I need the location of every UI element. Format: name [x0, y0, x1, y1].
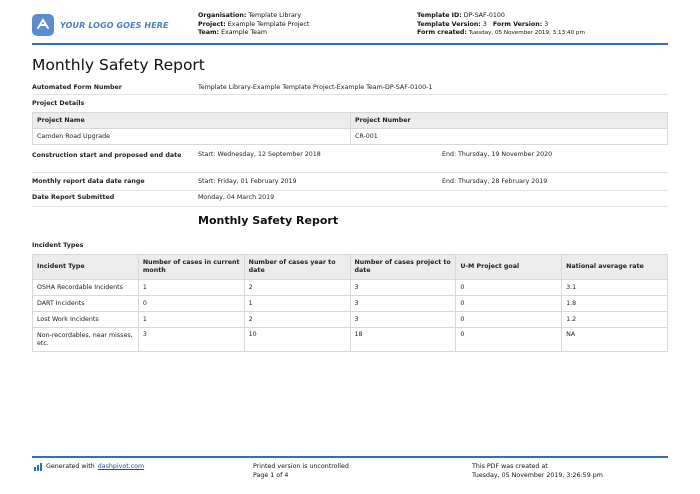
footer-print-info	[253, 463, 349, 480]
project-name-header: Project Name	[33, 113, 351, 129]
project-value: Example Template Project	[225, 20, 310, 28]
table-cell: Non-recordables, near misses, etc.	[33, 328, 139, 352]
table-row	[33, 312, 668, 328]
report-range-end: End: Thursday, 28 February 2019	[442, 178, 548, 185]
company-logo	[32, 10, 182, 40]
project-name-cell: Camden Road Upgrade	[33, 129, 351, 145]
table-cell: 1	[138, 280, 244, 296]
table-cell: 10	[244, 328, 350, 352]
table-cell: 1	[138, 312, 244, 328]
table-cell: 2	[244, 280, 350, 296]
bar-chart-icon	[34, 463, 42, 471]
template-version-value: 3	[480, 20, 487, 28]
project-number-header: Project Number	[351, 113, 668, 129]
submitted-value: Monday, 04 March 2019	[198, 194, 275, 201]
table-header-row	[33, 113, 668, 129]
page-header	[32, 10, 668, 44]
construction-start: Start: Wednesday, 12 September 2018	[198, 151, 321, 158]
form-number-label: Automated Form Number	[32, 84, 122, 91]
incident-types-label: Incident Types	[32, 242, 84, 249]
form-version-value: 3	[542, 20, 549, 28]
table-cell: 3	[350, 296, 456, 312]
form-created-label: Form created:	[417, 29, 467, 37]
report-range-label: Monthly report data date range	[32, 178, 145, 185]
construction-row	[32, 151, 668, 173]
table-cell: 1.8	[562, 296, 668, 312]
form-version-label: Form Version:	[492, 20, 543, 28]
footer-generated	[34, 463, 144, 472]
project-number-cell: CR-001	[351, 129, 668, 145]
project-goal-header: U-M Project goal	[456, 255, 562, 280]
table-row	[33, 296, 668, 312]
project-details-table	[32, 112, 668, 145]
printed-notice: Printed version is uncontrolled	[253, 463, 349, 470]
year-to-date-header: Number of cases year to date	[244, 255, 350, 280]
org-value: Template Library	[246, 12, 302, 19]
table-cell: 18	[350, 328, 456, 352]
table-cell: DART Incidents	[33, 296, 139, 312]
table-cell: 0	[456, 312, 562, 328]
table-header-row	[33, 255, 668, 280]
table-cell: 0	[456, 280, 562, 296]
project-label: Project:	[198, 20, 226, 28]
table-cell: NA	[562, 328, 668, 352]
table-cell: Lost Work Incidents	[33, 312, 139, 328]
submitted-label: Date Report Submitted	[32, 194, 115, 201]
logo-icon	[32, 14, 54, 36]
table-row	[33, 129, 668, 145]
team-value: Example Team	[219, 29, 268, 37]
table-row	[33, 328, 668, 352]
table-cell: 1	[244, 296, 350, 312]
project-details-label: Project Details	[32, 100, 85, 107]
logo-text: YOUR LOGO GOES HERE	[60, 20, 169, 30]
team-label: Team:	[198, 29, 220, 37]
footer-pdf-info	[472, 463, 603, 480]
pdf-created-label: This PDF was created at	[472, 463, 548, 470]
footer-divider	[32, 456, 668, 458]
generated-prefix: Generated with	[46, 463, 95, 470]
report-range-row	[32, 178, 668, 191]
form-number-value: Template Library-Example Template Project-Example Team-DP-SAF-0100-1	[198, 84, 433, 91]
section-title: Monthly Safety Report	[198, 214, 339, 227]
table-cell: OSHA Recordable Incidents	[33, 280, 139, 296]
table-cell: 3	[350, 312, 456, 328]
project-to-date-header: Number of cases project to date	[350, 255, 456, 280]
table-cell: 0	[138, 296, 244, 312]
header-divider	[32, 43, 668, 45]
template-version-label: Template Version:	[417, 20, 481, 28]
incident-table	[32, 254, 668, 352]
org-label: Organisation:	[198, 12, 247, 19]
page-title: Monthly Safety Report	[32, 56, 205, 74]
national-average-header: National average rate	[562, 255, 668, 280]
page-number: Page 1 of 4	[253, 471, 289, 479]
table-cell: 1.2	[562, 312, 668, 328]
table-cell: 2	[244, 312, 350, 328]
header-template-info	[417, 12, 585, 38]
submitted-row	[32, 194, 668, 207]
table-cell: 0	[456, 296, 562, 312]
table-cell: 0	[456, 328, 562, 352]
template-id-value: DP-SAF-0100	[461, 12, 505, 19]
table-cell: 3	[138, 328, 244, 352]
header-org-info	[198, 12, 309, 38]
pdf-created-date: Tuesday, 05 November 2019, 3:26:59 pm	[472, 471, 603, 479]
report-range-start: Start: Friday, 01 February 2019	[198, 178, 297, 185]
construction-label: Construction start and proposed end date	[32, 152, 182, 159]
template-id-label: Template ID:	[417, 12, 462, 19]
current-month-header: Number of cases in current month	[138, 255, 244, 280]
table-cell: 3.1	[562, 280, 668, 296]
dashpivot-link[interactable]: dashpivot.com	[97, 463, 145, 470]
construction-end: End: Thursday, 19 November 2020	[442, 151, 553, 158]
table-row	[33, 280, 668, 296]
table-cell: 3	[350, 280, 456, 296]
form-created-value: Tuesday, 05 November 2019, 3:13:40 pm	[466, 30, 585, 37]
form-number-row	[32, 84, 668, 95]
incident-type-header: Incident Type	[33, 255, 139, 280]
